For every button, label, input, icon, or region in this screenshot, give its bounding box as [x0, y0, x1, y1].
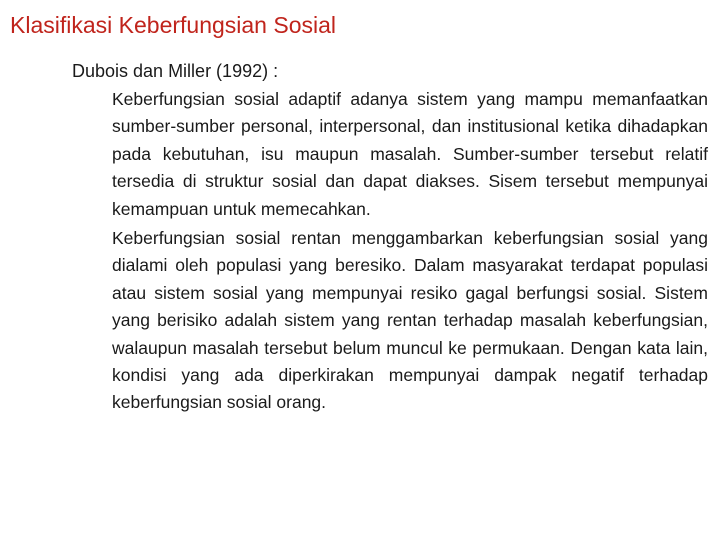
source-citation: Dubois dan Miller (1992) :: [72, 61, 279, 81]
paragraph-adaptive-functioning: Keberfungsian sosial adaptif adanya sistem yang mampu memanfaatkan sumber-sumber personal, interpersonal, dan institusional ketika dihadapkan pada kebutuhan, isu maupun masalah. Sumber-sumber tersebut relatif tersedia di struktur sosial dan dapat diakses. Sisem tersebut mempunyai kemampuan untuk memecahkan.: [112, 89, 708, 219]
paragraph-vulnerable-functioning: Keberfungsian sosial rentan menggambarkan keberfungsian sosial yang dialami oleh populasi yang beresiko. Dalam masyarakat terdapat populasi atau sistem sosial yang mempunyai resiko gagal berfungsi sosial. Sistem yang berisiko adalah sistem yang rentan terhadap masalah keberfungsian, walaupun masalah tersebut belum muncul ke permukaan. Dengan kata lain, kondisi yang ada diperkirakan mempunyai dampak negatif terhadap keberfungsian sosial orang.: [112, 228, 708, 413]
slide-body: [112, 86, 708, 419]
slide-title: Klasifikasi Keberfungsian Sosial: [10, 12, 337, 38]
